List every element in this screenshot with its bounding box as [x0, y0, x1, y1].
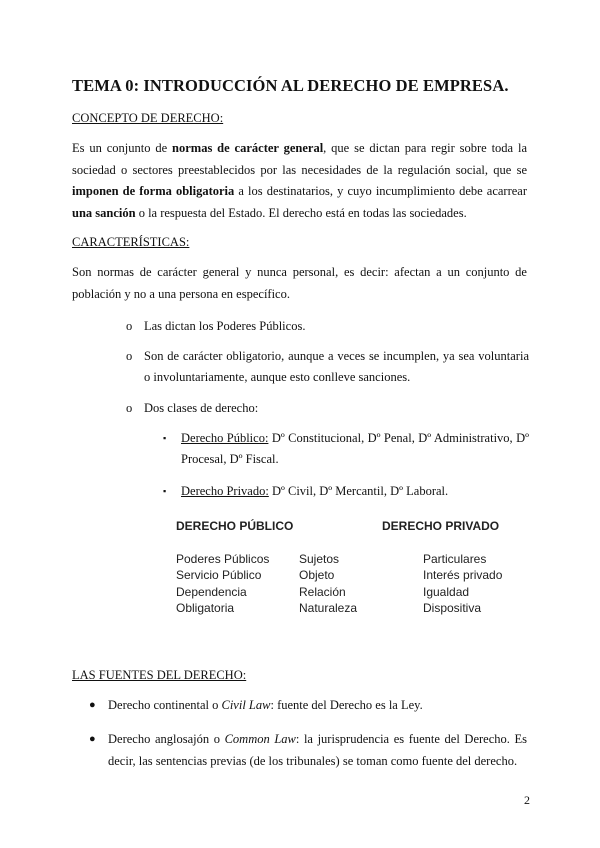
list-item-text: Las dictan los Poderes Públicos.	[144, 319, 306, 333]
text-run: , que se dictan para regir sobre toda la sociedad o sectores preestablecidos por las necesidades de la regulación social, que se	[72, 141, 527, 177]
section-heading-fuentes: LAS FUENTES DEL DERECHO:	[72, 668, 247, 682]
bold-term: imponen de forma obligatoria	[72, 184, 235, 198]
table-cell: Dispositiva	[423, 601, 482, 615]
table-cell: Interés privado	[423, 568, 503, 582]
bullet-marker: o	[126, 401, 133, 415]
bold-term: una sanción	[72, 205, 136, 220]
bullet-marker: o	[126, 319, 133, 333]
sub-item-detail: Dº Civil, Dº Mercantil, Dº Laboral.	[268, 484, 449, 498]
table-cell: Obligatoria	[176, 601, 235, 615]
fuentes-item-common-law	[108, 729, 527, 772]
text-run: Derecho anglosajón o	[108, 732, 225, 746]
sub-item-detail: Dº Constitucional, Dº Penal, Dº Administrativo, Dº Procesal, Dº Fiscal.	[181, 431, 529, 466]
table-cell: Servicio Público	[176, 568, 262, 582]
sub-list-item-text	[181, 481, 529, 502]
concepto-paragraph	[72, 138, 527, 224]
bold-term: normas de carácter general	[172, 141, 324, 155]
table-cell: Dependencia	[176, 585, 247, 599]
table-cell: Naturaleza	[299, 601, 358, 615]
table-cell: Particulares	[423, 552, 487, 566]
page-number: 2	[524, 793, 530, 807]
table-cell: Objeto	[299, 568, 335, 582]
table-header-publico: DERECHO PÚBLICO	[176, 519, 294, 533]
bullet-dot-icon: ●	[89, 733, 96, 745]
page-title: TEMA 0: INTRODUCCIÓN AL DERECHO DE EMPRESA.	[72, 76, 509, 95]
sub-item-label: Derecho Público:	[181, 431, 269, 445]
sub-list-item-text	[181, 428, 529, 470]
list-item-text: Son de carácter obligatorio, aunque a veces se incumplen, ya sea voluntaria o involuntariamente, aunque esto conlleve sanciones.	[144, 349, 529, 384]
italic-term: Common Law	[224, 732, 296, 746]
table-cell: Poderes Públicos	[176, 552, 270, 566]
table-header-privado: DERECHO PRIVADO	[382, 519, 500, 533]
text-run: Es un conjunto de	[72, 141, 173, 155]
text-run: : la jurisprudencia es fuente del Derecho. Es decir, las sentencias previas (de los tribunales) se toman como fuente del derecho.	[108, 732, 528, 768]
text-run: : fuente del Derecho es la Ley.	[270, 698, 423, 712]
list-item-text: Dos clases de derecho:	[144, 401, 259, 415]
text-run: Derecho continental o	[108, 698, 222, 712]
sub-item-label: Derecho Privado:	[181, 484, 269, 498]
table-cell: Relación	[299, 585, 346, 599]
italic-term: Civil Law	[221, 698, 271, 712]
bullet-dot-icon: ●	[89, 699, 96, 711]
caracteristicas-intro: Son normas de carácter general y nunca personal, es decir: afectan a un conjunto de población y no a una persona en específico.	[72, 265, 527, 301]
table-cell: Igualdad	[423, 585, 470, 599]
section-heading-concepto: CONCEPTO DE DERECHO:	[72, 111, 224, 125]
fuentes-item-civil-law	[108, 695, 527, 717]
text-run: o la respuesta del Estado. El derecho está en todas las sociedades.	[135, 205, 467, 220]
text-run: a los destinatarios, y cuyo incumplimiento debe acarrear	[234, 184, 527, 198]
square-bullet-icon: ▪	[163, 433, 167, 443]
square-bullet-icon: ▪	[163, 486, 167, 496]
section-heading-caracteristicas: CARACTERÍSTICAS:	[72, 235, 190, 249]
table-cell: Sujetos	[299, 552, 340, 566]
bullet-marker: o	[126, 349, 133, 363]
